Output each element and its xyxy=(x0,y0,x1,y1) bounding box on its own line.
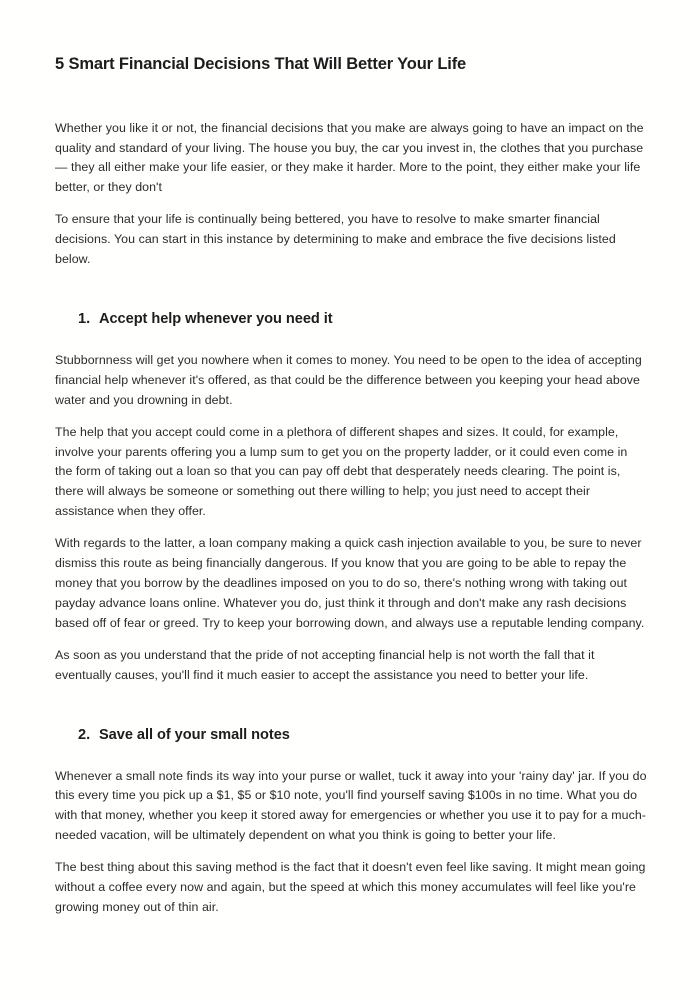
section-title-1: Accept help whenever you need it xyxy=(99,310,333,327)
section-heading-1 xyxy=(55,310,647,329)
section-1-paragraph-2: The help that you accept could come in a plethora of different shapes and sizes. It could, for example, involve your parents offering you a lump sum to get you on the property ladder, or it could even come in the form of taking out a loan so that you can pay off debt that desperately needs clearing. The point is, there will always be someone or something out there willing to help; you just need to accept their assistance when they offer. xyxy=(55,424,628,519)
document-body xyxy=(55,0,647,918)
section-1-paragraph-4: As soon as you understand that the pride of not accepting financial help is not worth the fall that it eventually causes, you'll find it much easier to accept the assistance you need to better your life. xyxy=(55,647,595,682)
section-heading-2 xyxy=(55,726,647,745)
section-2-paragraph-1: Whenever a small note finds its way into your purse or wallet, tuck it away into your 'rainy day' jar. If you do this every time you pick up a $1, $5 or $10 note, you'll find yourself saving $100s in no time. What you do with that money, whether you keep it stored away for emergencies or whether you use it to pay for a much-needed vacation, will be ultimately dependent on what you think is going to better your life. xyxy=(55,768,647,843)
section-number-2: 2. xyxy=(78,726,91,743)
section-1-paragraph-1: Stubbornness will get you nowhere when it comes to money. You need to be open to the idea of accepting financial help whenever it's offered, as that could be the difference between you keeping your head above water and you drowning in debt. xyxy=(55,352,642,407)
intro-paragraph-2: To ensure that your life is continually being bettered, you have to resolve to make smarter financial decisions. You can start in this instance by determining to make and embrace the five decisions listed below. xyxy=(55,212,616,267)
intro-paragraph-1: Whether you like it or not, the financial decisions that you make are always going to have an impact on the quality and standard of your living. The house you buy, the car you invest in, the clothes that you purchase — they all either make your life easier, or they make it harder. More to the point, they either make your life better, or they don't xyxy=(55,120,644,195)
section-2-paragraph-2: The best thing about this saving method is the fact that it doesn't even feel like saving. It might mean going without a coffee every now and again, but the speed at which this money accumulates will feel like you're growing money out of thin air. xyxy=(55,860,646,914)
section-1-paragraph-3: With regards to the latter, a loan company making a quick cash injection available to you, be sure to never dismiss this route as being financially dangerous. If you know that you are going to be able to repay the money that you borrow by the deadlines imposed on you to do so, there's nothing wrong with taking out payday advance loans online. Whatever you do, just think it through and don't make any rash decisions based off of fear or greed. Try to keep your borrowing down, and always use a reputable lending company. xyxy=(55,536,645,630)
section-title-2: Save all of your small notes xyxy=(99,726,290,743)
page-title: 5 Smart Financial Decisions That Will Better Your Life xyxy=(55,55,467,73)
section-number-1: 1. xyxy=(78,310,91,327)
